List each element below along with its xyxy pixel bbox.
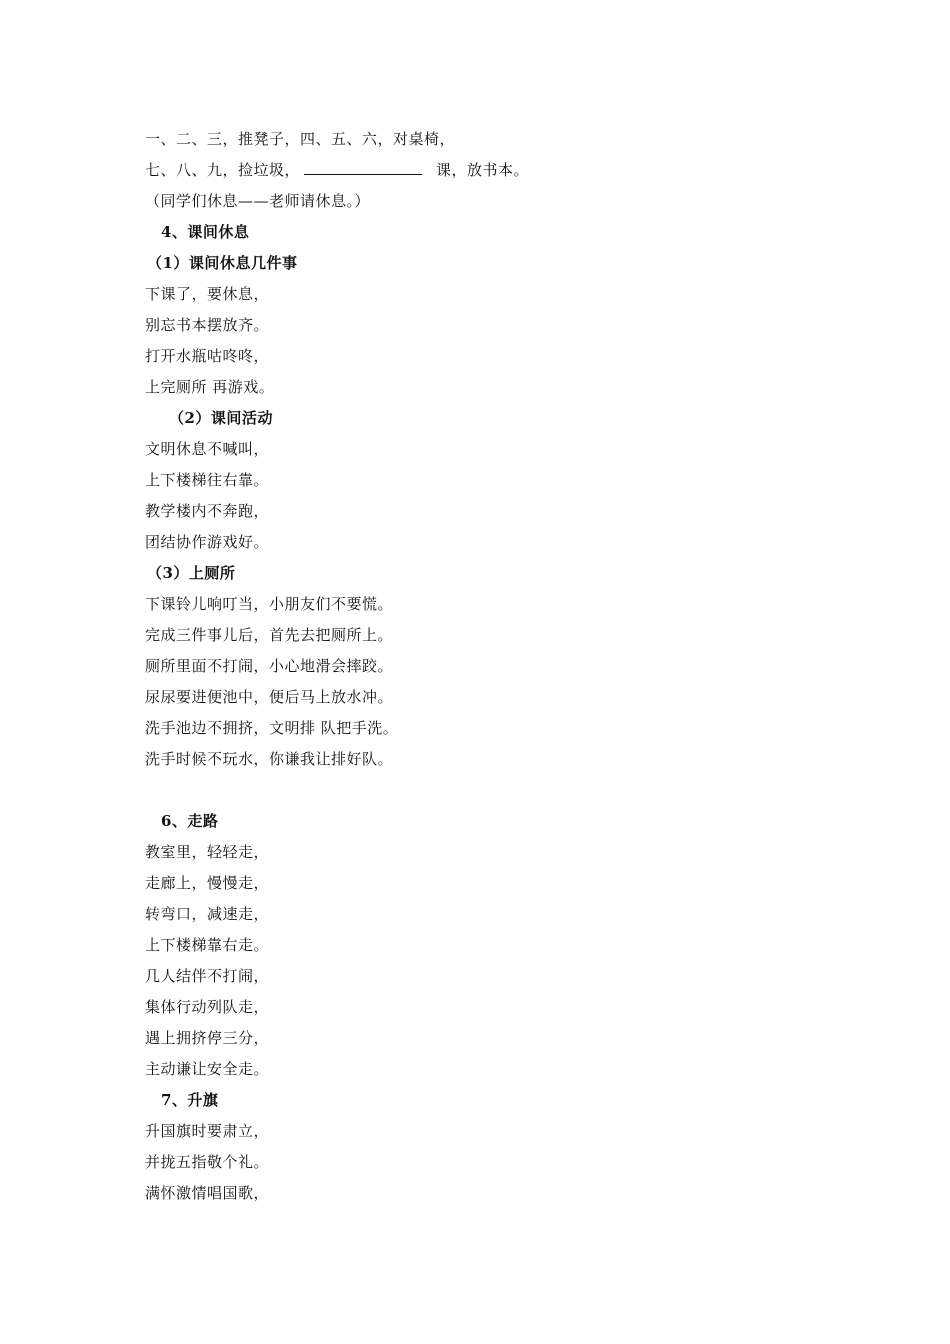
verse-line: 团结协作游戏好。 [145, 533, 270, 551]
verse-line: 并拢五指敬个礼。 [145, 1153, 270, 1171]
verse-line: 别忘书本摆放齐。 [145, 316, 270, 334]
section-4-heading: 4、课间休息 [161, 223, 250, 241]
section-7-heading: 7、升旗 [161, 1091, 219, 1109]
verse-line: 下课了，要休息， [145, 285, 270, 303]
verse-line: 下课铃儿响叮当，小朋友们不要慌。 [145, 595, 394, 613]
verse-line: 教学楼内不奔跑， [145, 502, 270, 520]
verse-line: 教室里，轻轻走， [145, 843, 270, 861]
chant-line-3: （同学们休息——老师请休息。） [145, 192, 371, 210]
subsection-3-heading: （3）上厕所 [147, 564, 236, 582]
verse-line: 升国旗时要肃立， [145, 1122, 270, 1140]
chant-line-2 [145, 155, 805, 186]
verse-line: 洗手时候不玩水，你谦我让排好队。 [145, 750, 394, 768]
verse-line: 上下楼梯往右靠。 [145, 471, 270, 489]
verse-line: 转弯口，减速走， [145, 905, 270, 923]
subsection-2-heading: （2）课间活动 [169, 409, 273, 427]
document-body [145, 124, 805, 1209]
chant-line-2-end: 课，放书本。 [436, 161, 530, 179]
verse-line: 主动谦让安全走。 [145, 1060, 270, 1078]
verse-line: 满怀激情唱国歌， [145, 1184, 270, 1202]
verse-line: 几人结伴不打闹， [145, 967, 270, 985]
verse-line: 厕所里面不打闹，小心地滑会摔跤。 [145, 657, 394, 675]
chant-line-1: 一、二、三，推凳子，四、五、六，对桌椅， [145, 130, 456, 148]
verse-line: 集体行动列队走， [145, 998, 270, 1016]
verse-line: 遇上拥挤停三分， [145, 1029, 270, 1047]
verse-line: 上下楼梯靠右走。 [145, 936, 270, 954]
section-6-heading: 6、走路 [161, 812, 219, 830]
verse-line: 打开水瓶咕咚咚， [145, 347, 270, 365]
verse-line: 洗手池边不拥挤，文明排 队把手洗。 [145, 719, 399, 737]
verse-line: 尿尿要进便池中，便后马上放水冲。 [145, 688, 394, 706]
chant-line-2-start: 七、八、九，捡垃圾， [145, 161, 301, 179]
verse-line: 上完厕所 再游戏。 [145, 378, 275, 396]
blank-line [145, 775, 805, 806]
verse-line: 完成三件事儿后，首先去把厕所上。 [145, 626, 394, 644]
fill-in-blank [304, 160, 422, 175]
subsection-1-heading: （1）课间休息几件事 [147, 254, 298, 272]
verse-line: 文明休息不喊叫， [145, 440, 270, 458]
verse-line: 走廊上，慢慢走， [145, 874, 270, 892]
